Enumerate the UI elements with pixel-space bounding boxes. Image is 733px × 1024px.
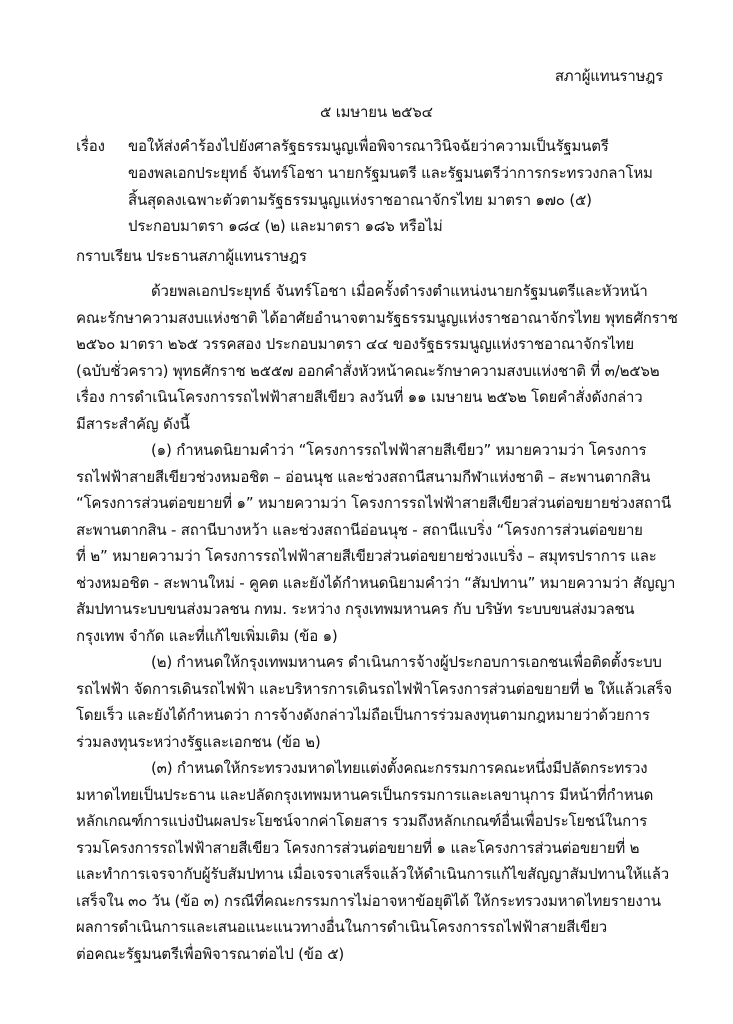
body-line: รวมโครงการรถไฟฟ้าสายสีเขียว โครงการส่วนต่อขยายที่ ๑ และโครงการส่วนต่อขยายที่ ๒ (76, 839, 640, 857)
document-date: ๕ เมษายน ๒๕๖๔ (320, 103, 433, 121)
body-line: เสร็จใน ๓๐ วัน (ข้อ ๓) กรณีที่คณะกรรมการไม่อาจหาข้อยุติได้ ให้กระทรวงมหาดไทยรายงาน (76, 892, 661, 910)
body-line: หลักเกณฑ์การแบ่งปันผลประโยชน์จากค่าโดยสาร รวมถึงหลักเกณฑ์อื่นเพื่อประโยชน์ในการ (76, 812, 648, 830)
subject-line: ขอให้ส่งคำร้องไปยังศาลรัฐธรรมนูญเพื่อพิจารณาวินิจฉัยว่าความเป็นรัฐมนตรี (128, 137, 609, 155)
body-line: (ฉบับชั่วคราว) พุทธศักราช ๒๕๕๗ ออกคำสั่งหัวหน้าคณะรักษาความสงบแห่งชาติ ที่ ๓/๒๕๖๒ (76, 362, 660, 380)
body-line: ที่ ๒” หมายความว่า โครงการรถไฟฟ้าสายสีเขียวส่วนต่อขยายช่วงแบริ่ง – สมุทรปราการ และ (76, 547, 657, 565)
body-line: ต่อคณะรัฐมนตรีเพื่อพิจารณาต่อไป (ข้อ ๕) (76, 945, 345, 963)
body-line: รถไฟฟ้าสายสีเขียวช่วงหมอชิต – อ่อนนุช และช่วงสถานีสนามกีฬาแห่งชาติ – สะพานตากสิน (76, 468, 651, 486)
body-line: ๒๕๖๐ มาตรา ๒๖๕ วรรคสอง ประกอบมาตรา ๔๔ ของรัฐธรรมนูญแห่งราชอาณาจักรไทย (76, 335, 634, 353)
body-line: (๑) กำหนดนิยามคำว่า “โครงการรถไฟฟ้าสายสีเขียว” หมายความว่า โครงการ (151, 441, 647, 459)
body-line: เรื่อง การดำเนินโครงการรถไฟฟ้าสายสีเขียว ลงวันที่ ๑๑ เมษายน ๒๕๖๒ โดยคำสั่งดังกล่าว (76, 388, 643, 406)
body-line: รถไฟฟ้า จัดการเดินรถไฟฟ้า และบริหารการเดินรถไฟฟ้าโครงการส่วนต่อขยายที่ ๒ ให้แล้วเสร็จ (76, 680, 672, 698)
body-line: ร่วมลงทุนระหว่างรัฐและเอกชน (ข้อ ๒) (76, 733, 321, 751)
body-line: “โครงการส่วนต่อขยายที่ ๑” หมายความว่า โครงการรถไฟฟ้าสายสีเขียวส่วนต่อขยายช่วงสถานี (76, 494, 671, 512)
subject-label: เรื่อง (76, 137, 105, 155)
body-line: กรุงเทพ จำกัด และที่แก้ไขเพิ่มเติม (ข้อ ๑) (76, 627, 338, 645)
body-line: โดยเร็ว และยังได้กำหนดว่า การจ้างดังกล่าวไม่ถือเป็นการร่วมลงทุนตามกฎหมายว่าด้วยการ (76, 706, 650, 724)
body-line: คณะรักษาความสงบแห่งชาติ ได้อาศัยอำนาจตามรัฐธรรมนูญแห่งราชอาณาจักรไทย พุทธศักราช (76, 309, 678, 327)
sender-name: สภาผู้แทนราษฎร (554, 67, 663, 85)
body-line: ช่วงหมอชิต - สะพานใหม่ - คูคต และยังได้กำหนดนิยามคำว่า “สัมปทาน” หมายความว่า สัญญา (76, 574, 676, 592)
body-line: (๓) กำหนดให้กระทรวงมหาดไทยแต่งตั้งคณะกรรมการคณะหนึ่งมีปลัดกระทรวง (151, 759, 648, 777)
body-line: (๒) กำหนดให้กรุงเทพมหานคร ดำเนินการจ้างผู้ประกอบการเอกชนเพื่อติดตั้งระบบ (151, 653, 662, 671)
salutation: กราบเรียน ประธานสภาผู้แทนราษฎร (76, 247, 307, 265)
body-line: มหาดไทยเป็นประธาน และปลัดกรุงเทพมหานครเป็นกรรมการและเลขานุการ มีหน้าที่กำหนด (76, 786, 654, 804)
subject-line: สิ้นสุดลงเฉพาะตัวตามรัฐธรรมนูญแห่งราชอาณาจักรไทย มาตรา ๑๗๐ (๕) (128, 191, 592, 209)
subject-line: ของพลเอกประยุทธ์ จันทร์โอชา นายกรัฐมนตรี และรัฐมนตรีว่าการกระทรวงกลาโหม (128, 164, 653, 182)
body-line: ด้วยพลเอกประยุทธ์ จันทร์โอชา เมื่อครั้งดำรงตำแหน่งนายกรัฐมนตรีและหัวหน้า (151, 282, 648, 300)
body-line: มีสาระสำคัญ ดังนี้ (76, 415, 190, 433)
body-line: สัมปทานระบบขนส่งมวลชน กทม. ระหว่าง กรุงเทพมหานคร กับ บริษัท ระบบขนส่งมวลชน (76, 600, 635, 618)
subject-line: ประกอบมาตรา ๑๘๔ (๒) และมาตรา ๑๘๖ หรือไม่ (128, 217, 443, 235)
body-line: สะพานตากสิน - สถานีบางหว้า และช่วงสถานีอ่อนนุช - สถานีแบริ่ง “โครงการส่วนต่อขยาย (76, 521, 643, 539)
body-line: ผลการดำเนินการและเสนอแนะแนวทางอื่นในการดำเนินโครงการรถไฟฟ้าสายสีเขียว (76, 918, 608, 936)
body-line: และทำการเจรจากับผู้รับสัมปทาน เมื่อเจรจาเสร็จแล้วให้ดำเนินการแก้ไขสัญญาสัมปทานให้แล้ว (76, 865, 669, 883)
